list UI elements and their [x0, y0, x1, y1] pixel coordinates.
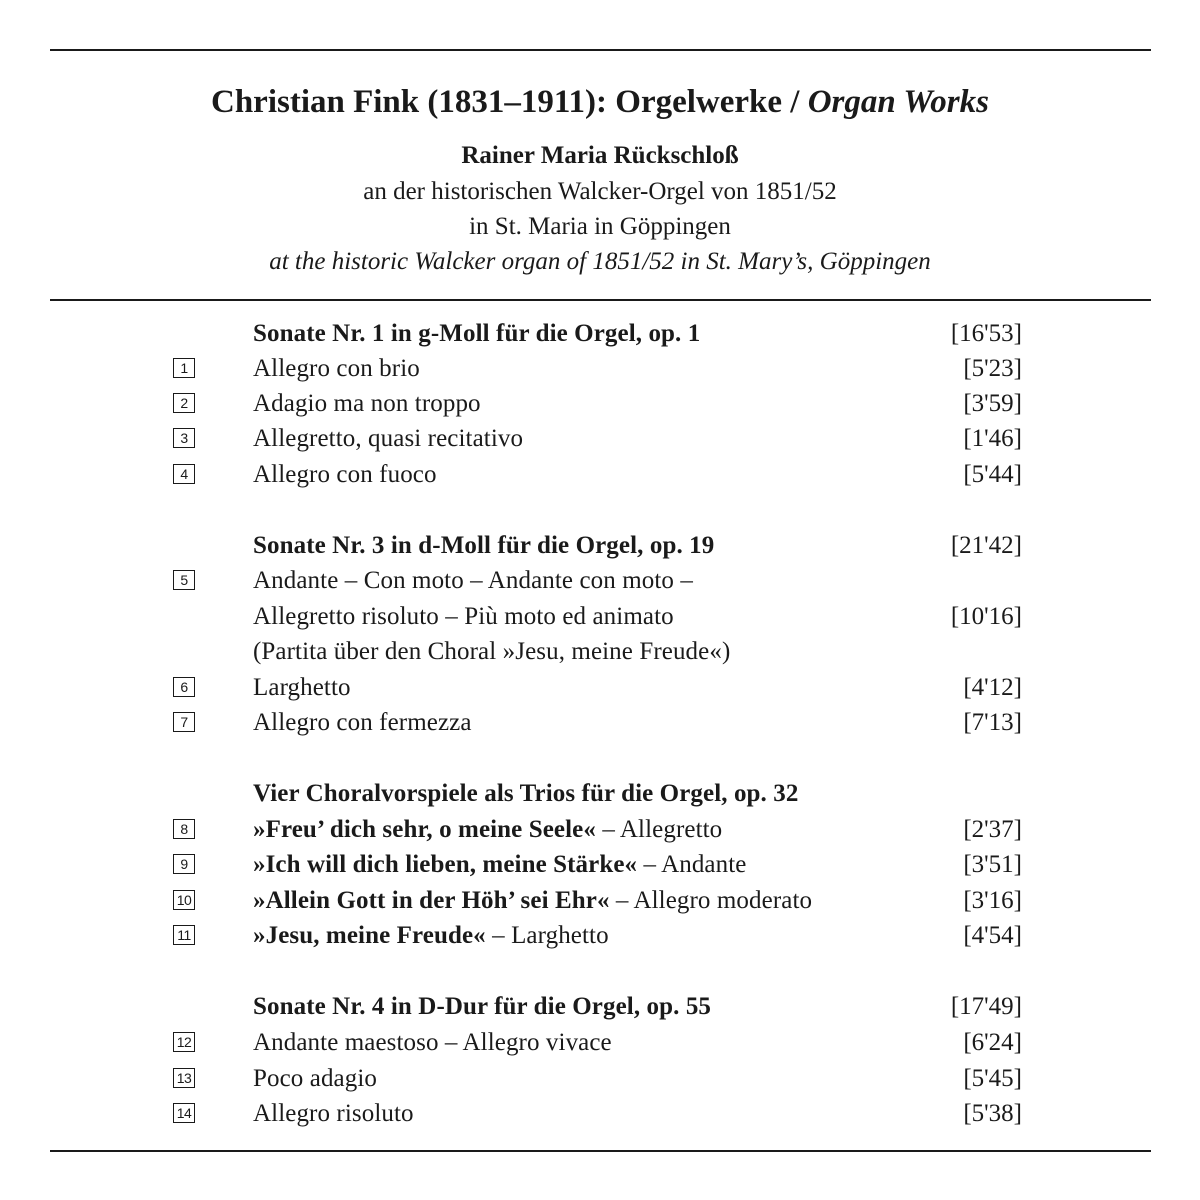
track-duration: [6'24]	[963, 1029, 1022, 1056]
organ-description-en: at the historic Walcker organ of 1851/52 in St. Mary’s, Göppingen	[269, 248, 931, 275]
track-row	[0, 351, 1200, 387]
track-row	[0, 847, 1200, 883]
track-number: 11	[173, 925, 195, 945]
chorale-title: »Freu’ dich sehr, o meine Seele«	[253, 816, 596, 843]
track-row	[0, 812, 1200, 848]
track-title: Andante maestoso – Allegro vivace	[253, 1029, 612, 1056]
middle-rule	[50, 299, 1151, 301]
track-duration: [5'44]	[963, 461, 1022, 488]
track-row	[0, 705, 1200, 741]
chorale-title: »Allein Gott in der Höh’ sei Ehr«	[253, 887, 610, 914]
track-title: Allegro con fuoco	[253, 461, 437, 488]
track-duration: [3'16]	[963, 887, 1022, 914]
work-title: Vier Choralvorspiele als Trios für die Orgel, op. 32	[253, 780, 799, 807]
track-number: 4	[173, 464, 195, 484]
track-row-continuation	[0, 634, 1200, 670]
track-title: Allegretto, quasi recitativo	[253, 425, 524, 452]
track-row	[0, 1061, 1200, 1097]
album-title	[0, 80, 1200, 124]
bottom-rule	[50, 1150, 1151, 1152]
work-duration: [21'42]	[950, 532, 1022, 559]
track-duration: [1'46]	[963, 425, 1022, 452]
track-row	[0, 421, 1200, 457]
track-title: Poco adagio	[253, 1065, 377, 1092]
track-title	[253, 812, 722, 848]
performer-name: Rainer Maria Rückschloß	[461, 142, 739, 169]
track-title: (Partita über den Choral »Jesu, meine Freude«)	[253, 638, 731, 665]
track-number: 9	[173, 854, 195, 874]
tempo-marking: – Larghetto	[485, 922, 609, 949]
chorale-title: »Jesu, meine Freude«	[253, 922, 486, 949]
track-title	[253, 847, 746, 883]
track-row	[0, 457, 1200, 493]
work-heading	[0, 528, 1200, 564]
venue-de: in St. Maria in Göppingen	[469, 213, 731, 240]
track-row	[0, 386, 1200, 422]
album-title-main: Christian Fink (1831–1911): Orgelwerke /	[211, 84, 808, 120]
track-number: 8	[173, 819, 195, 839]
track-title: Allegro con brio	[253, 355, 420, 382]
tempo-marking: – Allegretto	[595, 816, 723, 843]
track-title: Larghetto	[253, 674, 351, 701]
tempo-marking: – Andante	[637, 851, 747, 878]
track-number: 13	[173, 1068, 195, 1088]
track-title: Allegretto risoluto – Più moto ed animato	[253, 603, 674, 630]
work-title: Sonate Nr. 4 in D-Dur für die Orgel, op. 55	[253, 993, 712, 1020]
work-title: Sonate Nr. 3 in d-Moll für die Orgel, op. 19	[253, 532, 715, 559]
work-heading	[0, 316, 1200, 352]
track-row	[0, 670, 1200, 706]
work-title: Sonate Nr. 1 in g-Moll für die Orgel, op. 1	[253, 320, 701, 347]
track-number: 6	[173, 677, 195, 697]
track-title	[253, 883, 812, 919]
track-duration: [4'12]	[963, 674, 1022, 701]
tempo-marking: – Allegro moderato	[609, 887, 813, 914]
track-duration: [5'38]	[963, 1100, 1022, 1127]
track-number: 12	[173, 1032, 195, 1052]
track-duration: [4'54]	[963, 922, 1022, 949]
track-duration: [5'23]	[963, 355, 1022, 382]
track-duration: [3'51]	[963, 851, 1022, 878]
track-title	[253, 918, 609, 954]
track-title: Andante – Con moto – Andante con moto –	[253, 567, 693, 594]
track-number: 10	[173, 890, 195, 910]
track-duration: [2'37]	[963, 816, 1022, 843]
track-number: 7	[173, 712, 195, 732]
track-title: Allegro con fermezza	[253, 709, 472, 736]
track-number: 5	[173, 570, 195, 590]
track-number: 3	[173, 428, 195, 448]
track-number: 1	[173, 358, 195, 378]
track-number: 2	[173, 393, 195, 413]
work-duration: [17'49]	[950, 993, 1022, 1020]
track-row	[0, 563, 1200, 599]
track-duration: [10'16]	[950, 603, 1022, 630]
track-title: Allegro risoluto	[253, 1100, 414, 1127]
chorale-title: »Ich will dich lieben, meine Stärke«	[253, 851, 638, 878]
album-title-italic: Organ Works	[807, 84, 989, 120]
organ-description-de: an der historischen Walcker-Orgel von 1851/52	[363, 178, 837, 205]
track-row	[0, 918, 1200, 954]
work-heading	[0, 989, 1200, 1025]
track-row	[0, 1025, 1200, 1061]
track-row-continuation	[0, 599, 1200, 635]
track-duration: [3'59]	[963, 390, 1022, 417]
top-rule	[50, 49, 1151, 51]
track-row	[0, 883, 1200, 919]
track-duration: [5'45]	[963, 1065, 1022, 1092]
work-duration: [16'53]	[950, 320, 1022, 347]
work-heading	[0, 776, 1200, 812]
track-row	[0, 1096, 1200, 1132]
track-number: 14	[173, 1103, 195, 1123]
track-duration: [7'13]	[963, 709, 1022, 736]
track-title: Adagio ma non troppo	[253, 390, 481, 417]
